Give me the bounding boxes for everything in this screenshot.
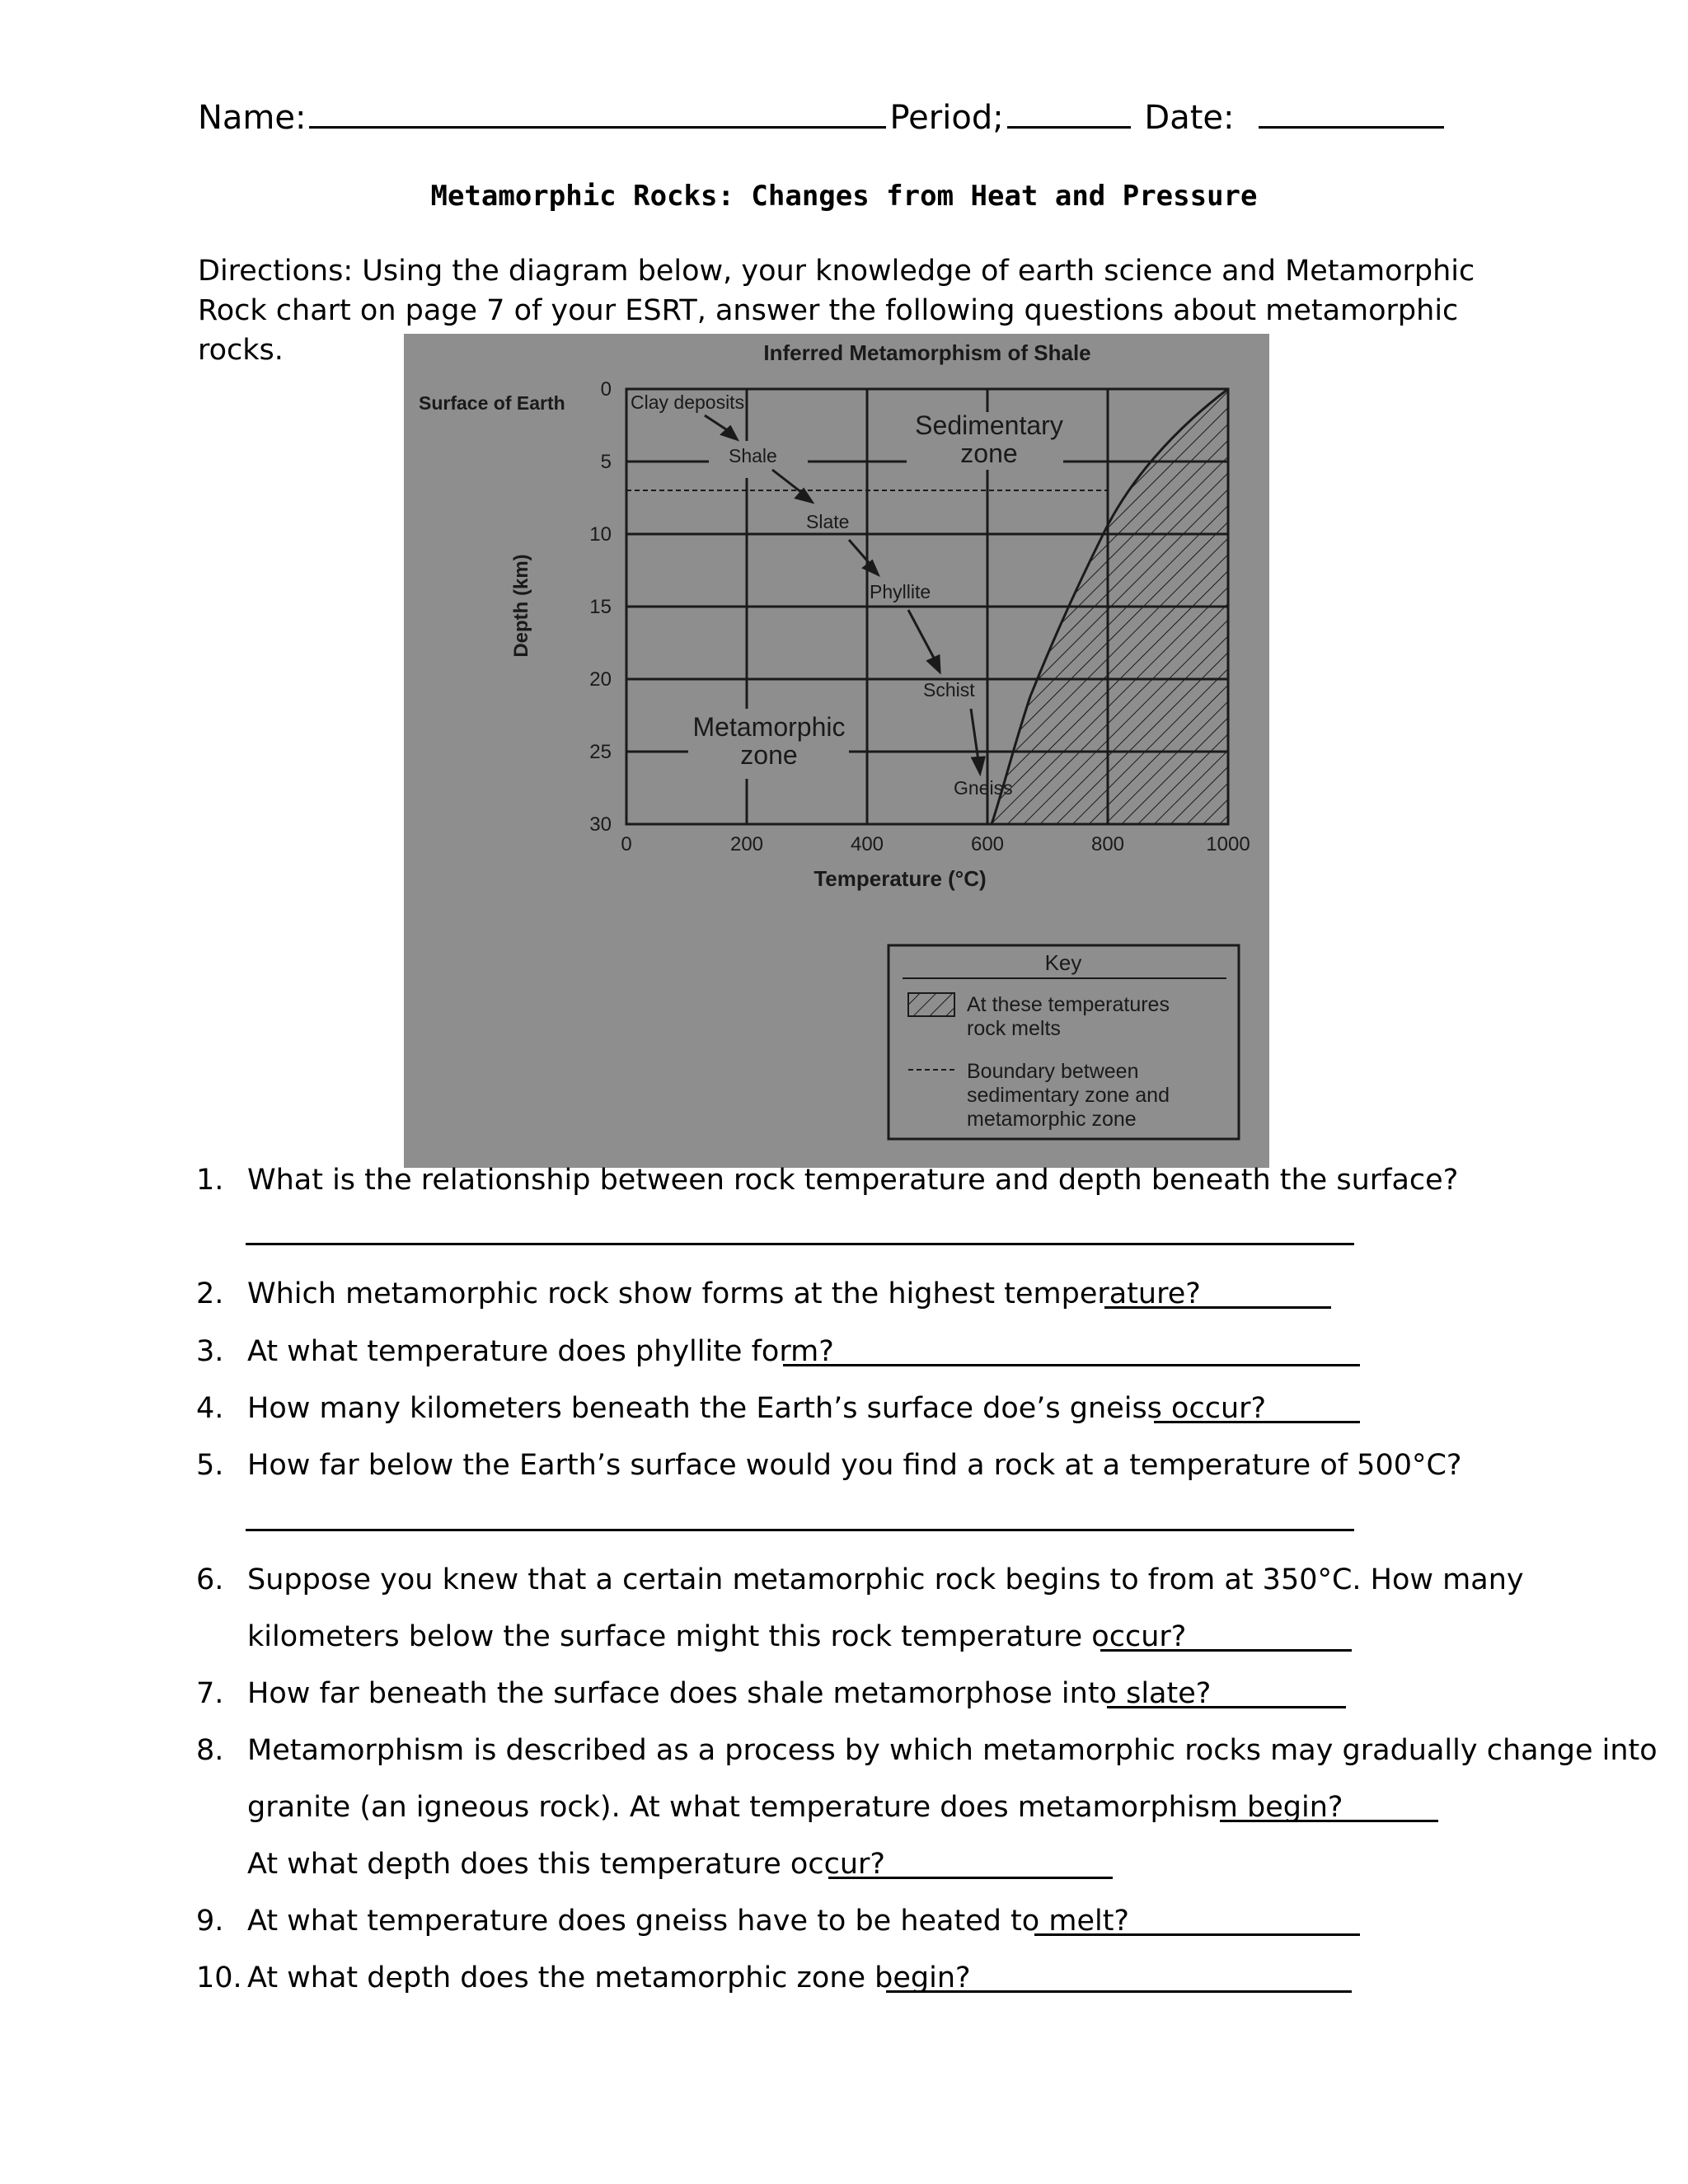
question-number: 6. — [196, 1563, 224, 1596]
question-number: 10. — [196, 1961, 242, 1994]
date-blank[interactable] — [1259, 123, 1444, 129]
question-9-answer-line[interactable] — [1034, 1933, 1360, 1936]
key-hatch-swatch — [908, 993, 954, 1016]
surface-of-earth-label: Surface of Earth — [419, 392, 565, 414]
key-boundary-line-2: sedimentary zone and — [967, 1084, 1170, 1107]
date-label: Date: — [1144, 99, 1235, 137]
y-tick: 15 — [589, 596, 612, 618]
y-tick: 5 — [600, 451, 612, 473]
x-tick: 200 — [729, 833, 764, 855]
key-boundary-line-1: Boundary between — [967, 1060, 1139, 1083]
key-boundary-line-3: metamorphic zone — [967, 1108, 1137, 1131]
question-1-answer-line[interactable] — [246, 1243, 1354, 1245]
worksheet-title: Metamorphic Rocks: Changes from Heat and Pressure — [430, 180, 1258, 213]
x-tick: 1000 — [1206, 833, 1250, 855]
question-2-text: Which metamorphic rock show forms at the highest temperature? — [247, 1277, 1201, 1310]
question-10-answer-line[interactable] — [886, 1990, 1352, 1993]
question-7-text: How far beneath the surface does shale metamorphose into slate? — [247, 1677, 1212, 1710]
metamorphic-zone-label: Metamorphic — [692, 712, 846, 742]
question-8-answer-line-1[interactable] — [1220, 1820, 1438, 1822]
question-8-text-line-3: At what depth does this temperature occur? — [247, 1848, 885, 1881]
question-6-text: Suppose you knew that a certain metamorphic rock begins to from at 350°C. How many — [247, 1563, 1524, 1596]
metamorphic-zone-label-2: zone — [740, 740, 798, 770]
schist-label: Schist — [923, 679, 975, 701]
question-number: 9. — [196, 1905, 224, 1938]
question-6-text-line-2: kilometers below the surface might this rock temperature occur? — [247, 1620, 1187, 1653]
question-8-text: Metamorphism is described as a process by which metamorphic rocks may gradually change into — [247, 1734, 1658, 1767]
name-label: Name: — [198, 99, 307, 137]
question-number: 2. — [196, 1277, 224, 1310]
question-number: 4. — [196, 1392, 224, 1425]
period-blank[interactable] — [1007, 123, 1131, 129]
question-number: 5. — [196, 1449, 224, 1482]
question-2-answer-line[interactable] — [1104, 1306, 1331, 1309]
slate-label: Slate — [806, 511, 850, 532]
question-number: 7. — [196, 1677, 224, 1710]
key-title: Key — [1044, 950, 1082, 975]
question-3-answer-line[interactable] — [783, 1364, 1360, 1366]
x-tick: 800 — [1090, 833, 1125, 855]
key-melt-line-1: At these temperatures — [967, 993, 1170, 1016]
student-info-line — [198, 99, 1447, 137]
phyllite-label: Phyllite — [870, 581, 931, 602]
question-6-answer-line[interactable] — [1100, 1649, 1352, 1652]
y-axis-label: Depth (km) — [510, 554, 532, 658]
sedimentary-zone-label-2: zone — [960, 438, 1018, 468]
sedimentary-zone-label: Sedimentary — [915, 410, 1063, 440]
question-number: 3. — [196, 1335, 224, 1368]
shale-label: Shale — [729, 445, 777, 466]
diagram-title: Inferred Metamorphism of Shale — [763, 340, 1091, 365]
question-7-answer-line[interactable] — [1107, 1706, 1346, 1708]
key-melt-line-2: rock melts — [967, 1017, 1061, 1040]
x-tick: 600 — [970, 833, 1005, 855]
clay-deposits-label: Clay deposits — [631, 391, 745, 413]
question-8-text-line-2: granite (an igneous rock). At what temperature does metamorphism begin? — [247, 1791, 1343, 1824]
y-tick: 25 — [589, 741, 612, 763]
question-10-text: At what depth does the metamorphic zone begin? — [247, 1961, 971, 1994]
y-tick: 20 — [589, 668, 612, 691]
y-tick: 0 — [600, 378, 612, 401]
y-tick: 10 — [589, 523, 612, 546]
x-tick: 400 — [850, 833, 884, 855]
x-tick: 0 — [621, 833, 632, 855]
directions-text: Directions: Using the diagram below, your knowledge of earth science and Metamorphic Rock chart on page 7 of your ESRT, answer the following questions about metamorphic rocks. — [198, 255, 1475, 367]
question-5-text: How far below the Earth’s surface would you find a rock at a temperature of 500°C? — [247, 1449, 1462, 1482]
question-4-answer-line[interactable] — [1154, 1421, 1360, 1423]
question-8-answer-line-2[interactable] — [828, 1877, 1113, 1879]
question-number: 1. — [196, 1164, 224, 1197]
question-number: 8. — [196, 1734, 224, 1767]
metamorphism-diagram — [404, 334, 1269, 1168]
name-blank[interactable] — [309, 123, 886, 129]
question-5-answer-line[interactable] — [246, 1529, 1354, 1531]
question-3-text: At what temperature does phyllite form? — [247, 1335, 834, 1368]
question-9-text: At what temperature does gneiss have to be heated to melt? — [247, 1905, 1129, 1938]
period-label: Period; — [889, 99, 1004, 137]
question-1-text: What is the relationship between rock temperature and depth beneath the surface? — [247, 1164, 1459, 1197]
question-4-text: How many kilometers beneath the Earth’s surface doe’s gneiss occur? — [247, 1392, 1267, 1425]
x-axis-label: Temperature (°C) — [814, 866, 987, 891]
y-tick: 30 — [589, 813, 612, 836]
gneiss-label: Gneiss — [954, 777, 1013, 799]
